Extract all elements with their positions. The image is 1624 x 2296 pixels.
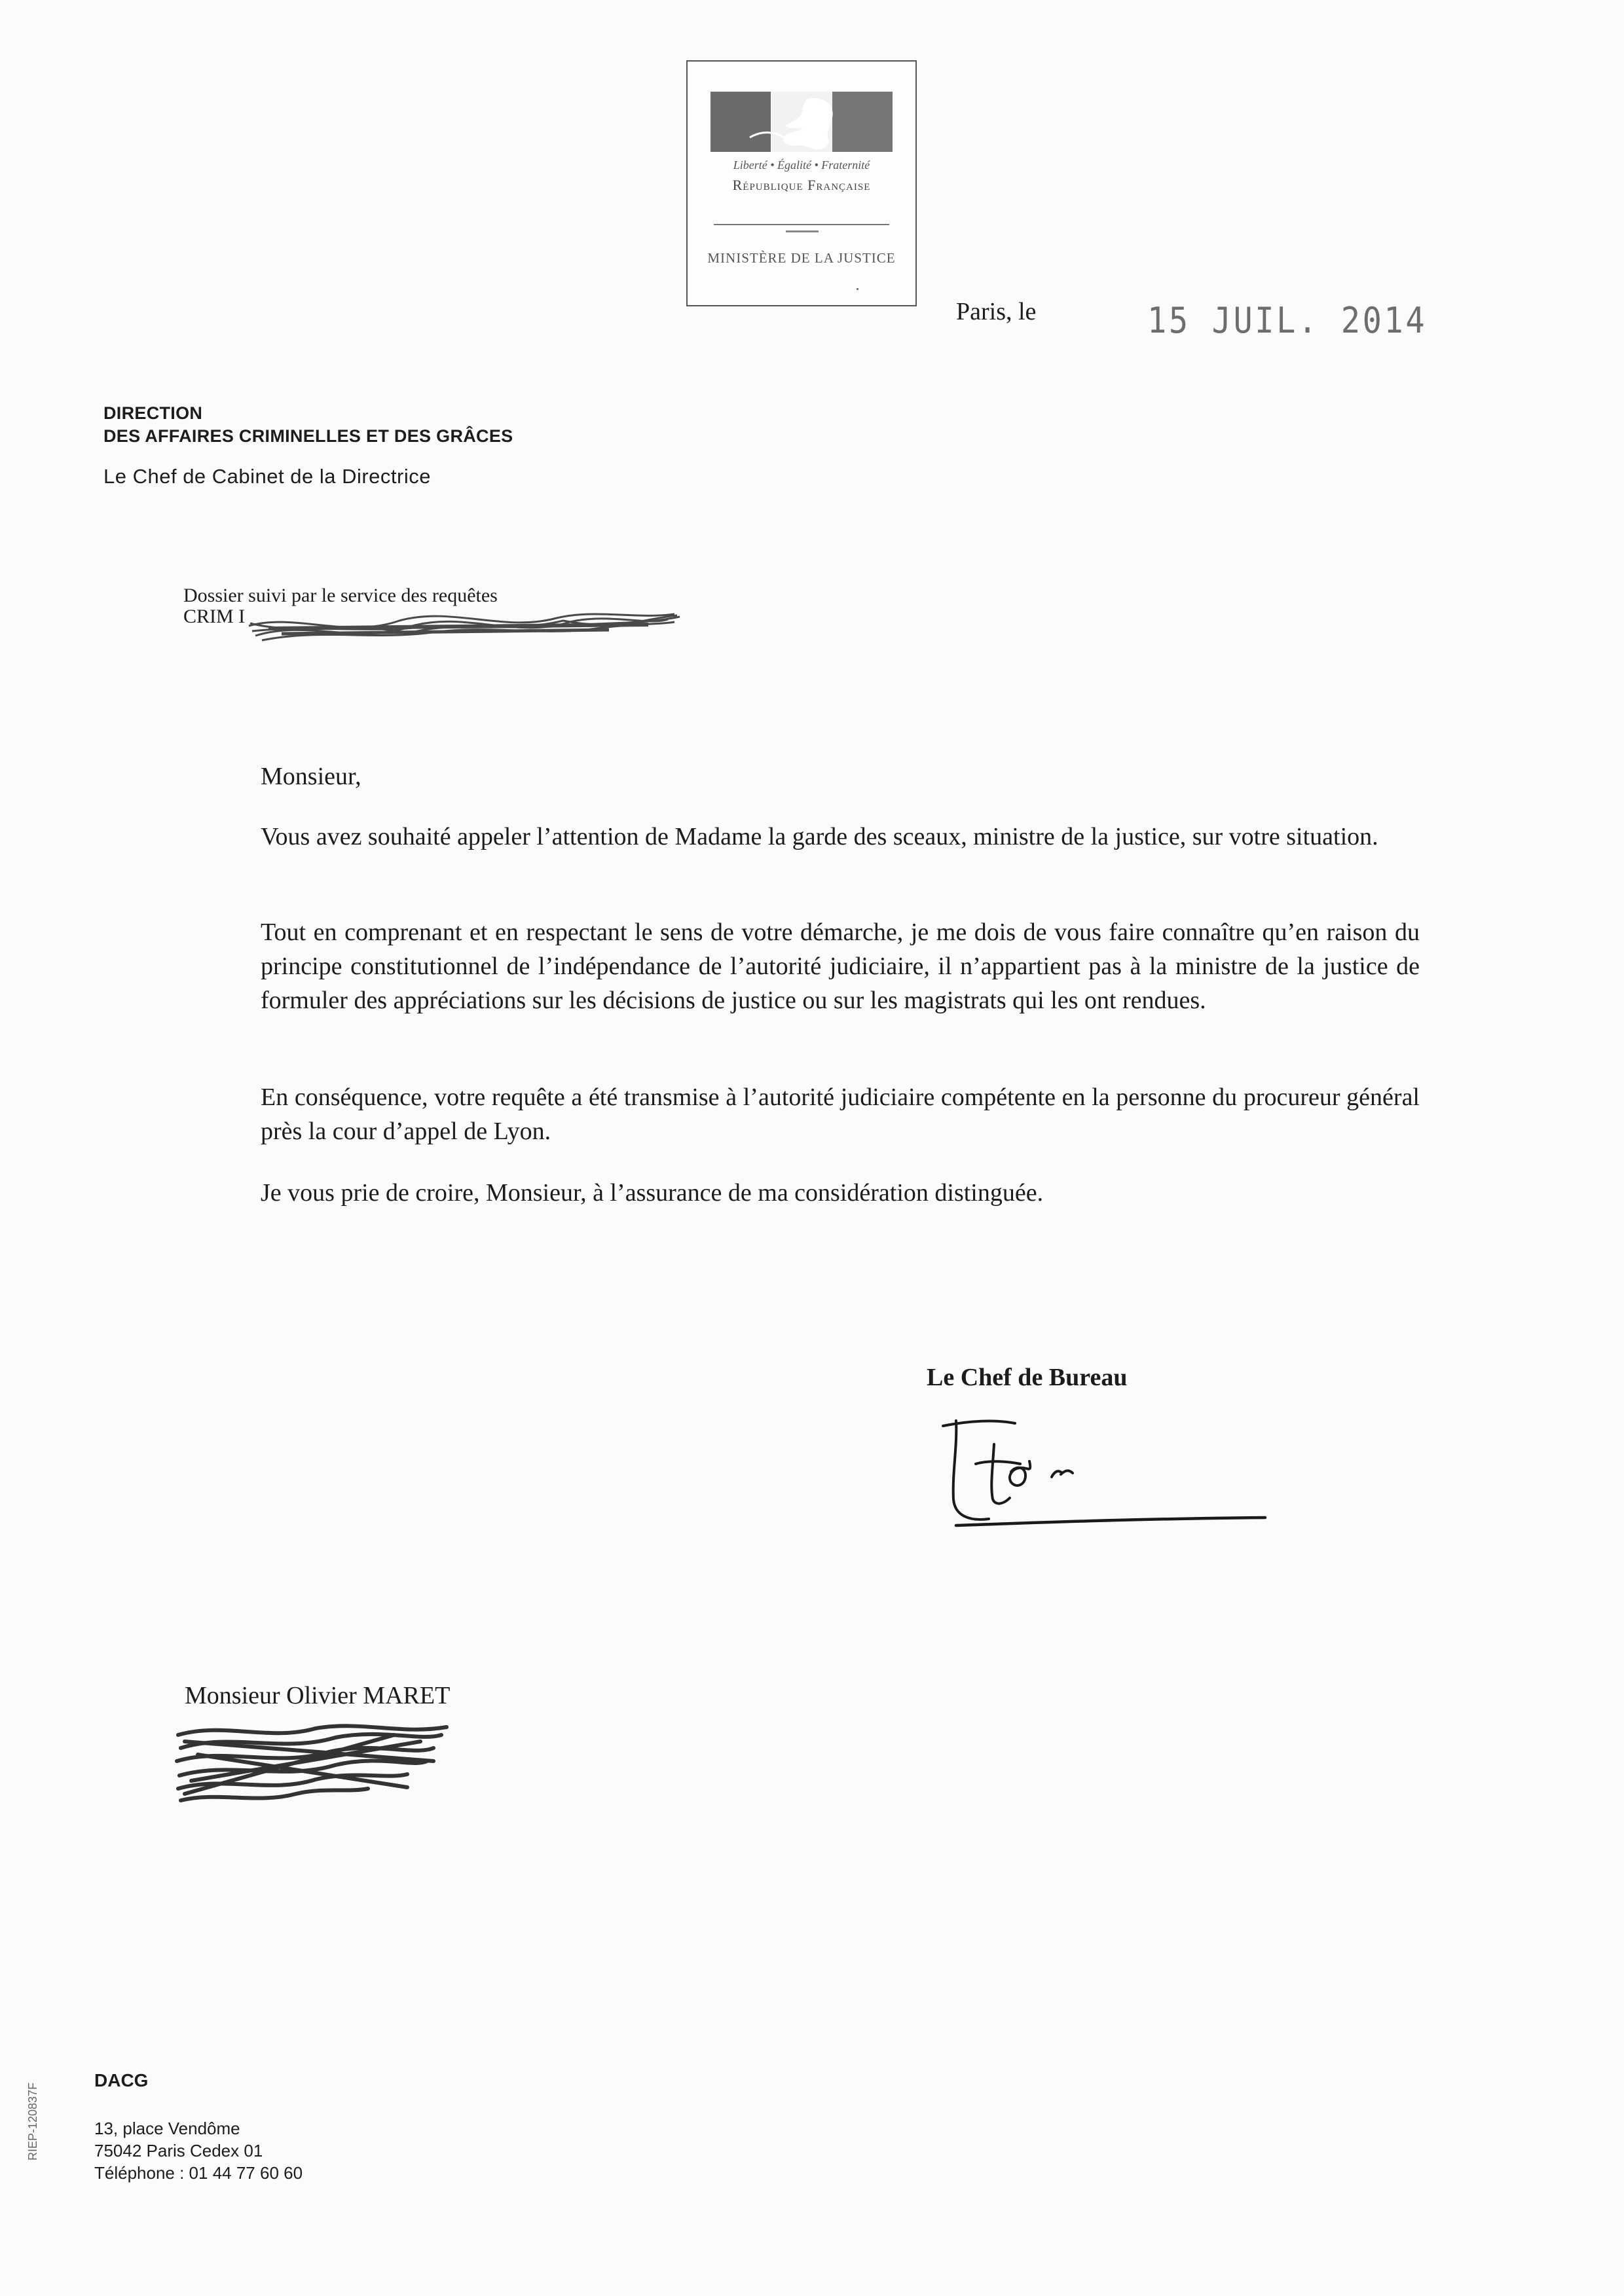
sender-chef-cabinet: Le Chef de Cabinet de la Directrice <box>103 465 431 488</box>
sender-direction <box>103 402 513 448</box>
footer-ref-code: RIEP-120837F <box>26 2082 39 2160</box>
dossier-line-2: CRIM I <box>183 606 246 627</box>
handwritten-signature <box>930 1401 1270 1545</box>
letter-paragraph-4: Je vous prie de croire, Monsieur, à l’assurance de ma considération distinguée. <box>261 1179 1044 1207</box>
dossier-line-1: Dossier suivi par le service des requêtes <box>183 585 498 606</box>
logo-republique: République Française <box>732 177 871 193</box>
date-label: Paris, le <box>956 298 1037 325</box>
footer-org: DACG <box>94 2070 149 2090</box>
address-phone: Téléphone : 01 44 77 60 60 <box>94 2163 303 2183</box>
redaction-scribble-address <box>172 1715 453 1813</box>
letter-paragraph-1: Vous avez souhaité appeler l’attention de Madame la garde des sceaux, ministre de la justice, sur votre situation. <box>261 823 1378 850</box>
address-line-1: 13, place Vendôme <box>94 2119 240 2138</box>
marianne-flag-icon <box>710 92 893 152</box>
letter-paragraph-3: En conséquence, votre requête a été transmise à l’autorité judiciaire compétente en la personne du procureur général près la cour d’appel de Lyon. <box>261 1084 1420 1145</box>
direction-line-1: DIRECTION <box>103 403 203 423</box>
recipient-name: Monsieur Olivier MARET <box>185 1682 451 1709</box>
redaction-scribble <box>242 600 688 659</box>
signer-title: Le Chef de Bureau <box>927 1364 1128 1391</box>
ministry-logo <box>686 60 917 306</box>
direction-line-2: DES AFFAIRES CRIMINELLES ET DES GRÂCES <box>103 426 513 446</box>
address-line-2: 75042 Paris Cedex 01 <box>94 2141 263 2160</box>
date-stamp: 15 JUIL. 2014 <box>1147 300 1428 341</box>
letter-salutation: Monsieur, <box>261 763 361 790</box>
logo-motto: Liberté • Égalité • Fraternité <box>733 158 870 172</box>
footer-address <box>94 2117 303 2184</box>
logo-divider-mark <box>786 230 819 232</box>
logo-divider <box>714 224 889 225</box>
letter-paragraph-2: Tout en comprenant et en respectant le sens de votre démarche, je me dois de vous faire connaître qu’en raison du principe constitutionnel de l’indépendance de l’autorité judiciaire, il n’appartient pas à la ministre de la justice de formuler des appréciations sur les décisions de justice ou sur les magistrats qui les ont rendues. <box>261 919 1420 1014</box>
logo-ministere: MINISTÈRE DE LA JUSTICE <box>707 250 896 266</box>
